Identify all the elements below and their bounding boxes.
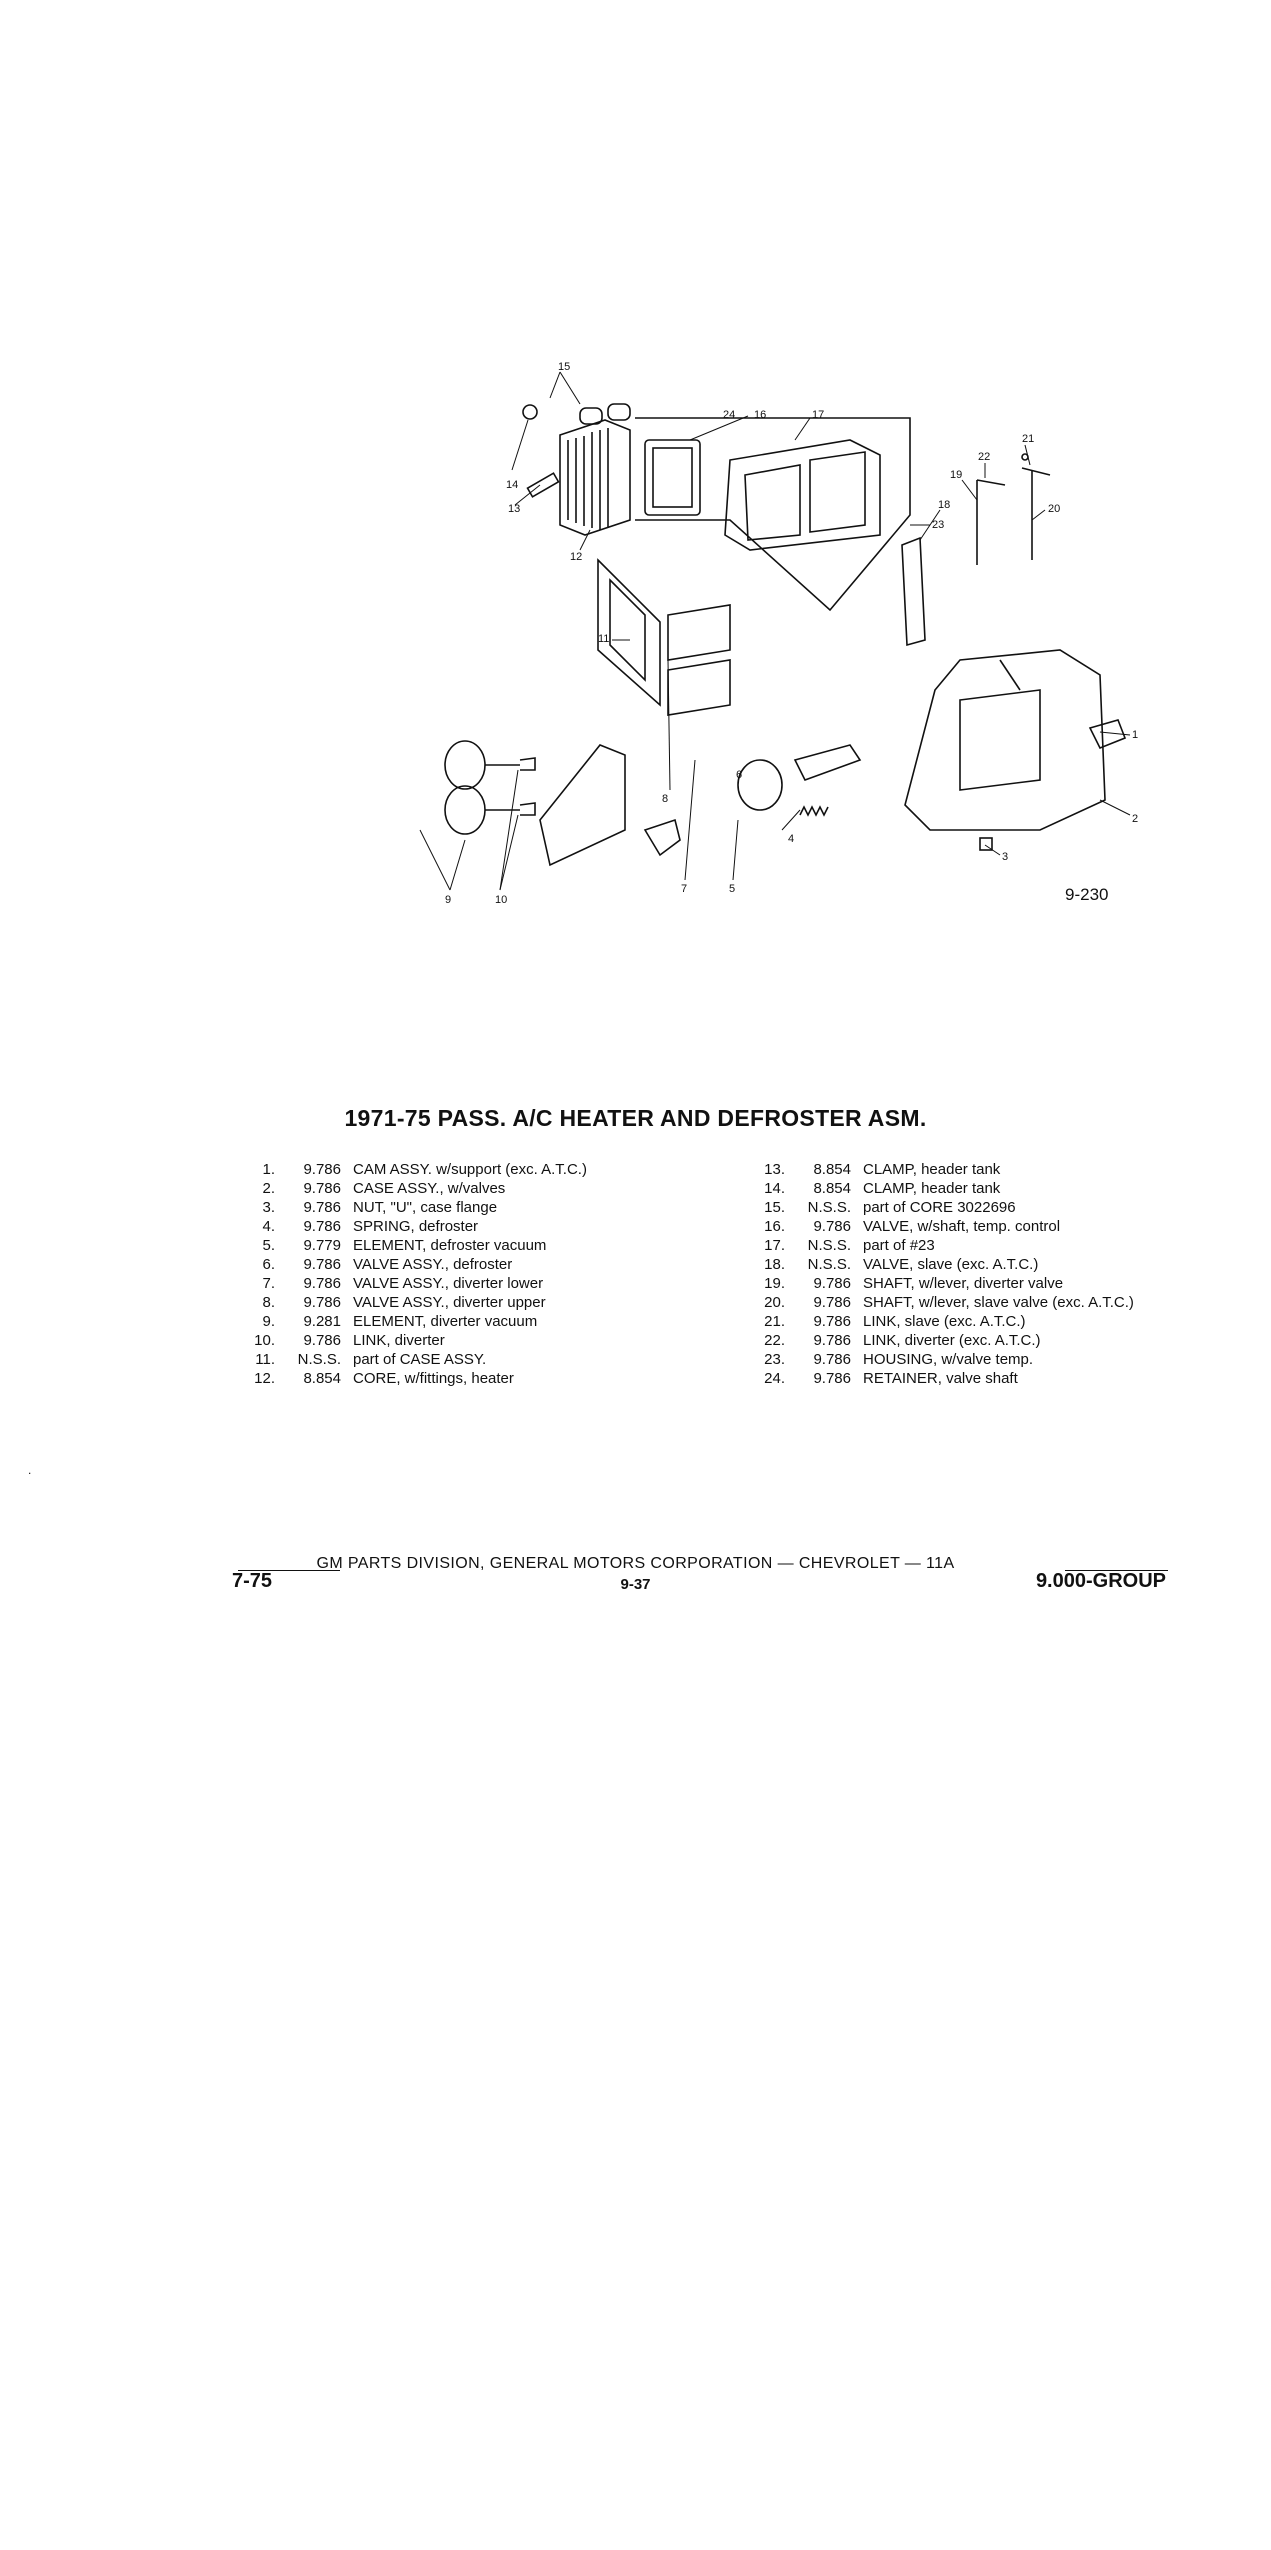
part-number: 13. — [764, 1161, 785, 1178]
callout-5: 5 — [729, 883, 736, 895]
part-number: 19. — [764, 1275, 785, 1292]
callout-17: 17 — [812, 409, 825, 421]
group-number: 9.786 — [303, 1199, 341, 1216]
callout-19: 19 — [950, 469, 963, 481]
part-description: VALVE, slave (exc. A.T.C.) — [863, 1256, 1039, 1273]
part-row — [745, 1331, 1134, 1350]
bracket-plate — [540, 745, 625, 865]
slave-valve — [902, 538, 925, 645]
part-description: ELEMENT, diverter vacuum — [353, 1313, 538, 1330]
group-number: 9.786 — [303, 1294, 341, 1311]
part-number: 1. — [262, 1161, 275, 1178]
part-number: 3. — [262, 1199, 275, 1216]
part-row — [235, 1179, 587, 1198]
footer-date: 7-75 — [232, 1570, 273, 1592]
vacuum-element-lower — [445, 786, 485, 834]
callout-1: 1 — [1132, 729, 1139, 741]
part-description: ELEMENT, defroster vacuum — [353, 1237, 547, 1254]
clamp-13 — [528, 473, 559, 497]
part-description: NUT, "U", case flange — [353, 1199, 498, 1216]
stray-mark: . — [28, 1463, 32, 1477]
part-number: 9. — [262, 1313, 275, 1330]
part-description: VALVE, w/shaft, temp. control — [863, 1218, 1061, 1235]
callout-8: 8 — [662, 793, 669, 805]
link-diverter-lower — [520, 803, 535, 815]
group-number: N.S.S. — [807, 1256, 851, 1273]
callout-10: 10 — [495, 894, 508, 906]
group-number: 9.786 — [813, 1332, 851, 1349]
callout-4: 4 — [788, 833, 795, 845]
part-description: HOUSING, w/valve temp. — [863, 1351, 1034, 1368]
part-number: 6. — [262, 1256, 275, 1273]
part-number: 21. — [764, 1313, 785, 1330]
group-number: 9.786 — [303, 1180, 341, 1197]
group-number: 8.854 — [303, 1370, 341, 1387]
part-row — [235, 1236, 587, 1255]
part-description: LINK, diverter (exc. A.T.C.) — [863, 1332, 1041, 1349]
part-number: 10. — [254, 1332, 275, 1349]
group-number: 9.786 — [303, 1332, 341, 1349]
part-description: part of CORE 3022696 — [863, 1199, 1016, 1216]
part-row — [235, 1369, 587, 1388]
callout-15: 15 — [558, 361, 571, 373]
part-row — [745, 1179, 1134, 1198]
group-number: 9.786 — [813, 1294, 851, 1311]
group-number: 9.786 — [813, 1370, 851, 1387]
callout-14: 14 — [506, 479, 519, 491]
defroster-valve — [795, 745, 860, 780]
part-row — [235, 1331, 587, 1350]
part-description: CLAMP, header tank — [863, 1180, 1001, 1197]
part-row — [745, 1198, 1134, 1217]
part-row — [235, 1198, 587, 1217]
callout-21: 21 — [1022, 433, 1035, 445]
callout-12: 12 — [570, 551, 583, 563]
part-row — [235, 1312, 587, 1331]
parts-list-right — [745, 1160, 1134, 1388]
part-number: 11. — [255, 1351, 275, 1368]
heater-core — [560, 404, 630, 535]
group-number: 9.786 — [303, 1161, 341, 1178]
part-number: 7. — [262, 1275, 275, 1292]
group-number: 9.786 — [813, 1351, 851, 1368]
part-number: 18. — [764, 1256, 785, 1273]
group-number: 9.786 — [813, 1275, 851, 1292]
part-number: 23. — [764, 1351, 785, 1368]
part-row — [745, 1312, 1134, 1331]
callout-24: 24 — [723, 409, 736, 421]
group-number: 9.786 — [303, 1218, 341, 1235]
part-row — [235, 1255, 587, 1274]
part-row — [745, 1293, 1134, 1312]
part-description: LINK, diverter — [353, 1332, 445, 1349]
callout-3: 3 — [1002, 851, 1009, 863]
part-number: 8. — [262, 1294, 275, 1311]
part-number: 16. — [764, 1218, 785, 1235]
bracket-clip — [645, 820, 680, 855]
part-description: SHAFT, w/lever, slave valve (exc. A.T.C.) — [863, 1294, 1134, 1311]
part-number: 20. — [764, 1294, 785, 1311]
callout-13: 13 — [508, 503, 521, 515]
part-row — [745, 1274, 1134, 1293]
callout-20: 20 — [1048, 503, 1061, 515]
part-row — [235, 1274, 587, 1293]
group-number: 8.854 — [813, 1180, 851, 1197]
callout-11: 11 — [598, 633, 610, 645]
clamp-14 — [523, 405, 537, 419]
part-number: 22. — [764, 1332, 785, 1349]
group-number: 9.786 — [813, 1313, 851, 1330]
part-description: CLAMP, header tank — [863, 1161, 1001, 1178]
page-title: 1971-75 PASS. A/C HEATER AND DEFROSTER ASM. — [344, 1105, 927, 1131]
footer-group: 9.000-GROUP — [1035, 1570, 1166, 1592]
part-row — [745, 1217, 1134, 1236]
part-row — [745, 1369, 1134, 1388]
figure-id: 9-230 — [1065, 885, 1109, 904]
part-description: SHAFT, w/lever, diverter valve — [863, 1275, 1064, 1292]
part-number: 5. — [262, 1237, 275, 1254]
group-number: N.S.S. — [807, 1199, 851, 1216]
part-row — [235, 1293, 587, 1312]
part-number: 17. — [764, 1237, 785, 1254]
group-number: 9.779 — [303, 1237, 341, 1254]
callout-2: 2 — [1132, 813, 1139, 825]
group-number: 9.281 — [303, 1313, 341, 1330]
part-description: CAM ASSY. w/support (exc. A.T.C.) — [353, 1161, 587, 1178]
part-row — [745, 1350, 1134, 1369]
part-number: 15. — [764, 1199, 785, 1216]
link-diverter-upper — [520, 758, 535, 770]
part-description: VALVE ASSY., defroster — [353, 1256, 513, 1273]
parts-list-left — [235, 1160, 587, 1388]
part-row — [235, 1160, 587, 1179]
part-description: VALVE ASSY., diverter lower — [353, 1275, 544, 1292]
part-number: 4. — [262, 1218, 275, 1235]
part-description: CASE ASSY., w/valves — [353, 1180, 506, 1197]
callout-7: 7 — [681, 883, 688, 895]
part-number: 12. — [254, 1370, 275, 1387]
case-assy — [905, 650, 1105, 830]
callout-9: 9 — [445, 894, 452, 906]
callout-23: 23 — [932, 519, 945, 531]
part-number: 24. — [764, 1370, 785, 1387]
part-description: LINK, slave (exc. A.T.C.) — [863, 1313, 1026, 1330]
group-number: 9.786 — [303, 1275, 341, 1292]
part-description: part of #23 — [863, 1237, 935, 1254]
part-row — [745, 1160, 1134, 1179]
part-number: 14. — [764, 1180, 785, 1197]
callout-18: 18 — [938, 499, 951, 511]
part-description: VALVE ASSY., diverter upper — [353, 1294, 546, 1311]
footer-publisher: GM PARTS DIVISION, GENERAL MOTORS CORPORATION — CHEVROLET — 11A — [316, 1555, 955, 1572]
group-number: N.S.S. — [297, 1351, 341, 1368]
group-number: 9.786 — [303, 1256, 341, 1273]
exploded-diagram — [400, 360, 1140, 930]
vacuum-element-upper — [445, 741, 485, 789]
part-row — [745, 1255, 1134, 1274]
part-row — [235, 1350, 587, 1369]
footer-page-number: 9-37 — [620, 1576, 651, 1593]
defroster-spring — [800, 807, 828, 815]
part-description: CORE, w/fittings, heater — [353, 1370, 514, 1387]
callout-16: 16 — [754, 409, 767, 421]
group-number: 8.854 — [813, 1161, 851, 1178]
part-description: part of CASE ASSY. — [353, 1351, 487, 1368]
part-row — [745, 1236, 1134, 1255]
part-number: 2. — [262, 1180, 275, 1197]
defroster-vacuum-element — [738, 760, 782, 810]
group-number: 9.786 — [813, 1218, 851, 1235]
part-description: SPRING, defroster — [353, 1218, 479, 1235]
group-number: N.S.S. — [807, 1237, 851, 1254]
callout-6: 6 — [736, 769, 743, 781]
callout-22: 22 — [978, 451, 991, 463]
part-row — [235, 1217, 587, 1236]
part-description: RETAINER, valve shaft — [863, 1370, 1018, 1387]
